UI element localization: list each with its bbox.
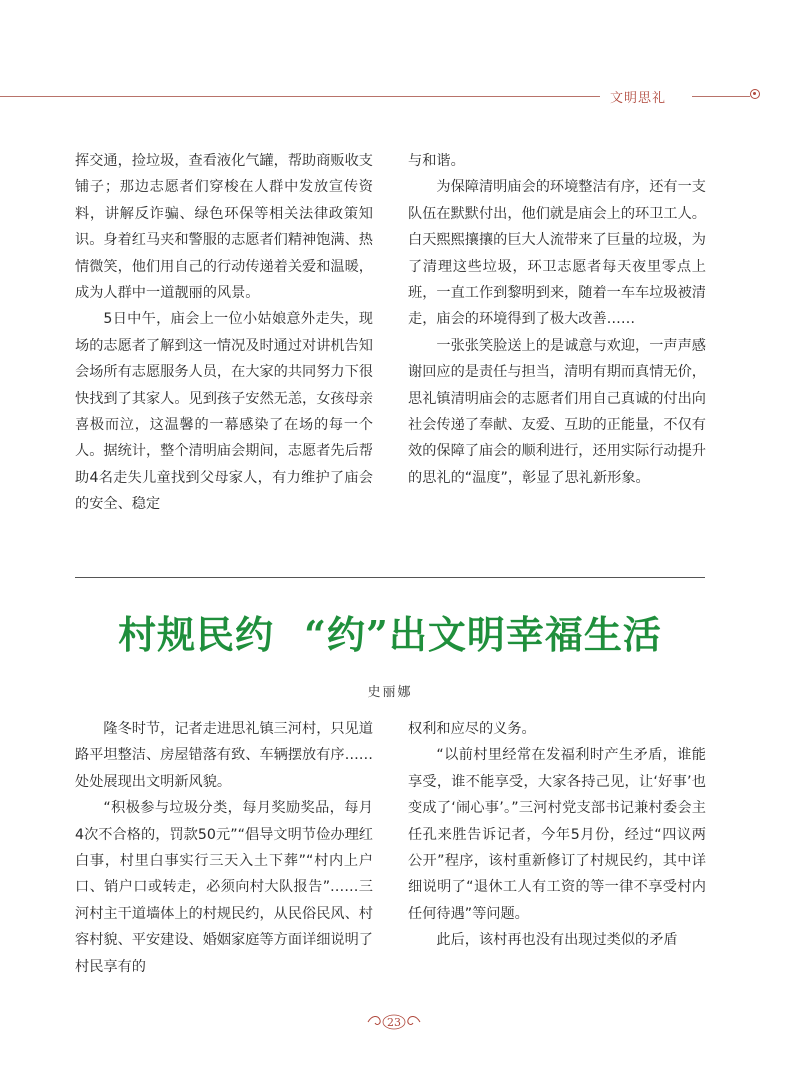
page-number-ornament	[365, 1012, 423, 1032]
paragraph: 5日中午，庙会上一位小姑娘意外走失，现场的志愿者了解到这一情况及时通过对讲机告知会场所有志愿服务人员，在大家的共同努力下很快找到了其家人。见到孩子安然无恙，女孩母亲喜极而泣，这温馨的一幕感染了在场的每一个人。据统计，整个清明庙会期间，志愿者先后帮助4名走失儿童找到父母家人，有力维护了庙会的安全、稳定	[75, 311, 373, 513]
target-icon	[750, 89, 760, 99]
article-title-part2: “约”出文明幸福生活	[304, 612, 662, 657]
upper-column-left	[75, 148, 373, 518]
paragraph: “积极参与垃圾分类，每月奖励奖品，每月4次不合格的，罚款50元”“倡导文明节俭办理红白事，村里白事实行三天入土下葬”“村内上户口、销户口或转走，必须向村大队报告”……三河村主干道墙体上的村规民约，从民俗民风、村容村貌、平安建设、婚姻家庭等方面详细说明了村民享有的	[75, 800, 373, 975]
paragraph: “以前村里经常在发福利时产生矛盾，谁能享受，谁不能享受，大家各持己见，让‘好事’也变成了‘闹心事’。”三河村党支部书记兼村委会主任孔来胜告诉记者，今年5月份，经过“四议两公开”程序，该村重新修订了村规民约，其中详细说明了“退休工人有工资的等一律不享受村内任何待遇”等问题。	[408, 747, 706, 922]
paragraph: 权利和应尽的义务。	[408, 721, 536, 737]
article-author: 史丽娜	[367, 685, 413, 700]
paragraph: 此后，该村再也没有出现过类似的矛盾	[436, 932, 678, 949]
header-rule-right	[692, 96, 750, 97]
article-title	[75, 610, 705, 660]
section-divider	[75, 577, 705, 578]
article-title-part1: 村规民约	[118, 612, 275, 657]
paragraph: 与和谐。	[408, 153, 465, 169]
paragraph: 隆冬时节，记者走进思礼镇三河村，只见道路平坦整洁、房屋错落有致、车辆摆放有序……处处展现出文明新风貌。	[75, 721, 373, 790]
upper-column-right	[408, 148, 706, 491]
paragraph: 挥交通，捡垃圾，查看液化气罐，帮助商贩收支铺子；那边志愿者们穿梭在人群中发放宣传资料，讲解反诈骗、绿色环保等相关法律政策知识。身着红马夹和警服的志愿者们精神饱满、热情微笑，他们用自己的行动传递着关爱和温暖，成为人群中一道靓丽的风景。	[75, 153, 373, 302]
paragraph: 一张张笑脸送上的是诚意与欢迎，一声声感谢回应的是责任与担当，清明有期而真情无价，思礼镇清明庙会的志愿者们用自己真诚的付出向社会传递了奉献、友爱、互助的正能量，不仅有效的保障了庙会的顺利进行，还用实际行动提升的思礼的“温度”，彰显了思礼新形象。	[408, 337, 706, 486]
article-column-right	[408, 716, 706, 954]
page-number: 23	[387, 1015, 401, 1029]
section-label: 文明思礼	[610, 91, 667, 106]
paragraph: 为保障清明庙会的环境整洁有序，还有一支队伍在默默付出，他们就是庙会上的环卫工人。白天熙熙攘攘的巨大人流带来了巨量的垃圾，为了清理这些垃圾，环卫志愿者每天夜里零点上班，一直工作到黎明到来，随着一车车垃圾被清走，庙会的环境得到了极大改善……	[408, 179, 706, 328]
header-rule-left	[0, 96, 600, 97]
article-column-left	[75, 716, 373, 980]
